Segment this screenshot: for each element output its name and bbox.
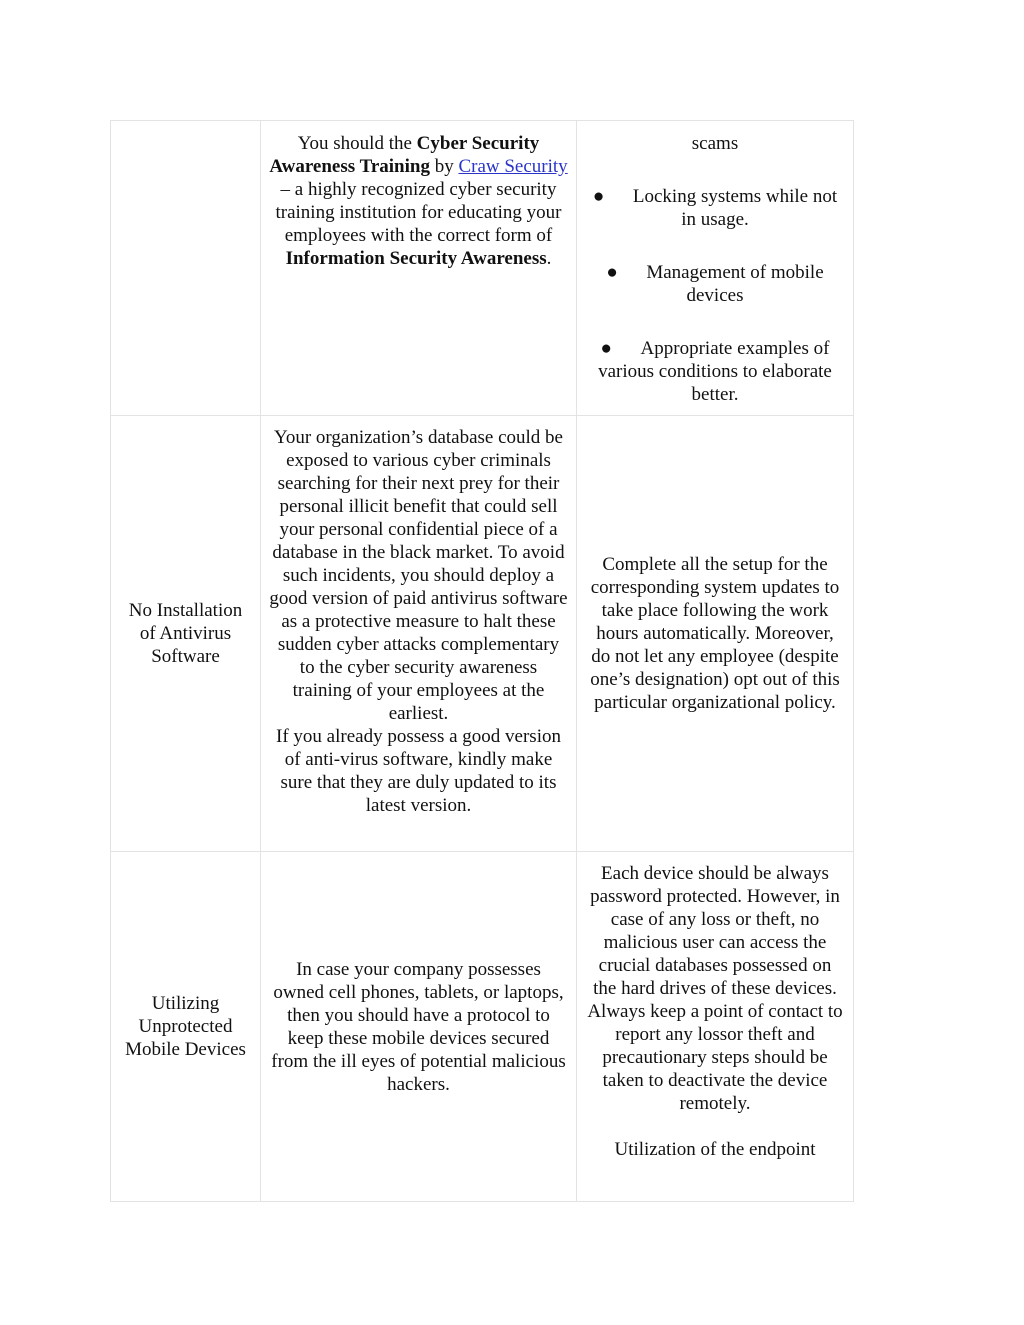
row3-solution-cell — [577, 852, 854, 1202]
table-row — [111, 121, 854, 416]
bullet-text: Management of mobile devices — [646, 262, 824, 306]
description-paragraph: If you already possess a good version of anti-virus software, kindly make sure that they are duly updated to its latest version. — [276, 726, 561, 816]
bullet-item — [585, 185, 845, 231]
solution-paragraph: Always keep a point of contact to report any lossor theft and precautionary steps should be taken to deactivate the device remotely. — [587, 1001, 843, 1114]
craw-security-link[interactable]: Craw Security — [458, 156, 568, 177]
row1-topic-cell — [111, 121, 261, 416]
row1-description-cell — [261, 121, 577, 416]
text-run: by — [429, 156, 459, 177]
bullet-icon: ● — [592, 186, 605, 207]
bullet-text: Appropriate examples of various conditions to elaborate better. — [598, 338, 832, 405]
table-row — [111, 416, 854, 852]
solution-paragraph: Utilization of the endpoint — [614, 1139, 816, 1160]
row2-description-cell — [261, 416, 577, 852]
row2-topic-cell: No Installation of Antivirus Software — [111, 416, 261, 852]
solution-text: scams — [691, 133, 739, 154]
content-table — [110, 120, 854, 1202]
bullet-item — [585, 337, 845, 406]
text-run: – a highly recognized cyber security training institution for educating your employees with the correct form of — [275, 179, 562, 246]
bold-text: Cyber Security Awareness Training — [269, 133, 540, 177]
bullet-icon: ● — [600, 338, 613, 359]
row2-solution-cell: Complete all the setup for the corresponding system updates to take place following the work hours automatically. Moreover, do not let any employee (despite one’s designation) opt out of this particular organizational policy. — [577, 416, 854, 852]
solution-paragraph: Each device should be always password protected. However, in case of any loss or theft, no malicious user can access the crucial databases possessed on the hard drives of these devices. — [590, 863, 840, 999]
bullet-text: Locking systems while not in usage. — [632, 186, 838, 230]
table-row — [111, 852, 854, 1202]
text-run: You should the — [297, 133, 417, 154]
description-paragraph: Your organization’s database could be exposed to various cyber criminals searching for their next prey for their personal illicit benefit that could sell your personal confidential piece of a database in the black market. To avoid such incidents, you should deploy a good version of paid antivirus software as a protective measure to halt these sudden cyber attacks complementary to the cyber security awareness training of your employees at the earliest. — [269, 427, 568, 724]
bullet-icon: ● — [606, 262, 618, 283]
row1-solution-cell — [577, 121, 854, 416]
text-run: . — [546, 248, 552, 269]
bold-text: Information Security Awareness — [285, 248, 547, 269]
row3-topic-cell: Utilizing Unprotected Mobile Devices — [111, 852, 261, 1202]
row3-description-cell: In case your company possesses owned cell phones, tablets, or laptops, then you should have a protocol to keep these mobile devices secured from the ill eyes of potential malicious hackers. — [261, 852, 577, 1202]
bullet-item — [585, 261, 845, 307]
